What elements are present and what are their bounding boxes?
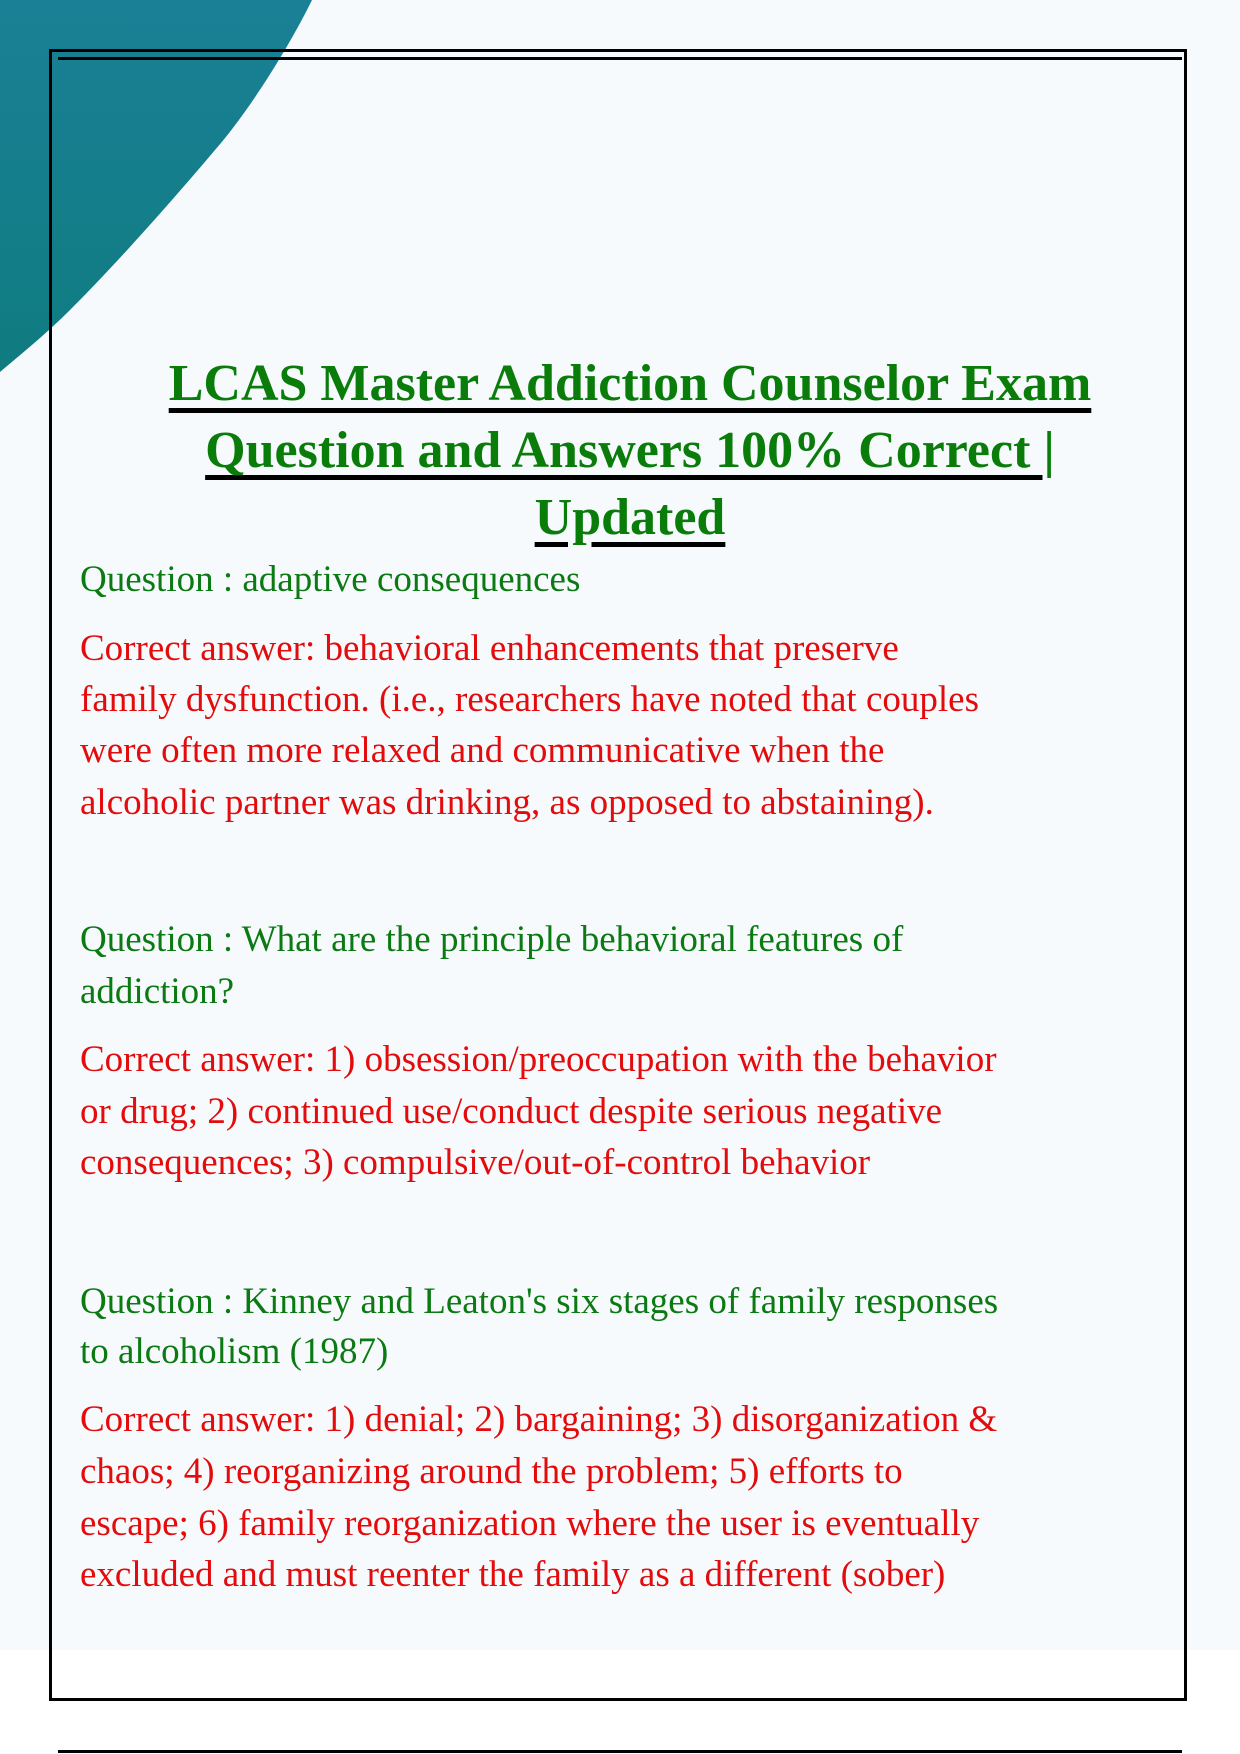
question-1: Question : adaptive consequences — [80, 559, 581, 600]
answer-3-line-1: Correct answer: 1) denial; 2) bargaining; 3) disorganization & — [80, 1399, 998, 1440]
answer-3-line-3: escape; 6) family reorganization where the user is eventually — [80, 1503, 980, 1544]
title-line-1: LCAS Master Addiction Counselor Exam — [168, 355, 1092, 412]
question-3-line-1: Question : Kinney and Leaton's six stages of family responses — [80, 1281, 999, 1322]
answer-1-line-4: alcoholic partner was drinking, as opposed to abstaining). — [80, 782, 934, 823]
answer-1-line-2: family dysfunction. (i.e., researchers have noted that couples — [80, 679, 979, 720]
answer-3-line-2: chaos; 4) reorganizing around the problem; 5) efforts to — [80, 1451, 903, 1492]
title-line-3: Updated — [534, 489, 726, 546]
title-line-2: Question and Answers 100% Correct | — [205, 422, 1055, 479]
answer-1-line-1: Correct answer: behavioral enhancements that preserve — [80, 628, 899, 669]
question-2-line-2: addiction? — [80, 971, 235, 1012]
document-title — [80, 350, 1180, 551]
bottom-border-rule — [58, 1750, 1182, 1753]
question-3-line-2: to alcoholism (1987) — [80, 1331, 389, 1372]
question-2-line-1: Question : What are the principle behavioral features of — [80, 919, 904, 960]
answer-2-line-2: or drug; 2) continued use/conduct despite serious negative — [80, 1091, 943, 1132]
answer-2-line-3: consequences; 3) compulsive/out-of-control behavior — [80, 1142, 871, 1183]
top-border-rule — [58, 57, 1182, 60]
answer-1-line-3: were often more relaxed and communicative when the — [80, 730, 885, 771]
answer-3-line-4: excluded and must reenter the family as a different (sober) — [80, 1554, 946, 1595]
answer-2-line-1: Correct answer: 1) obsession/preoccupation with the behavior — [80, 1039, 997, 1080]
